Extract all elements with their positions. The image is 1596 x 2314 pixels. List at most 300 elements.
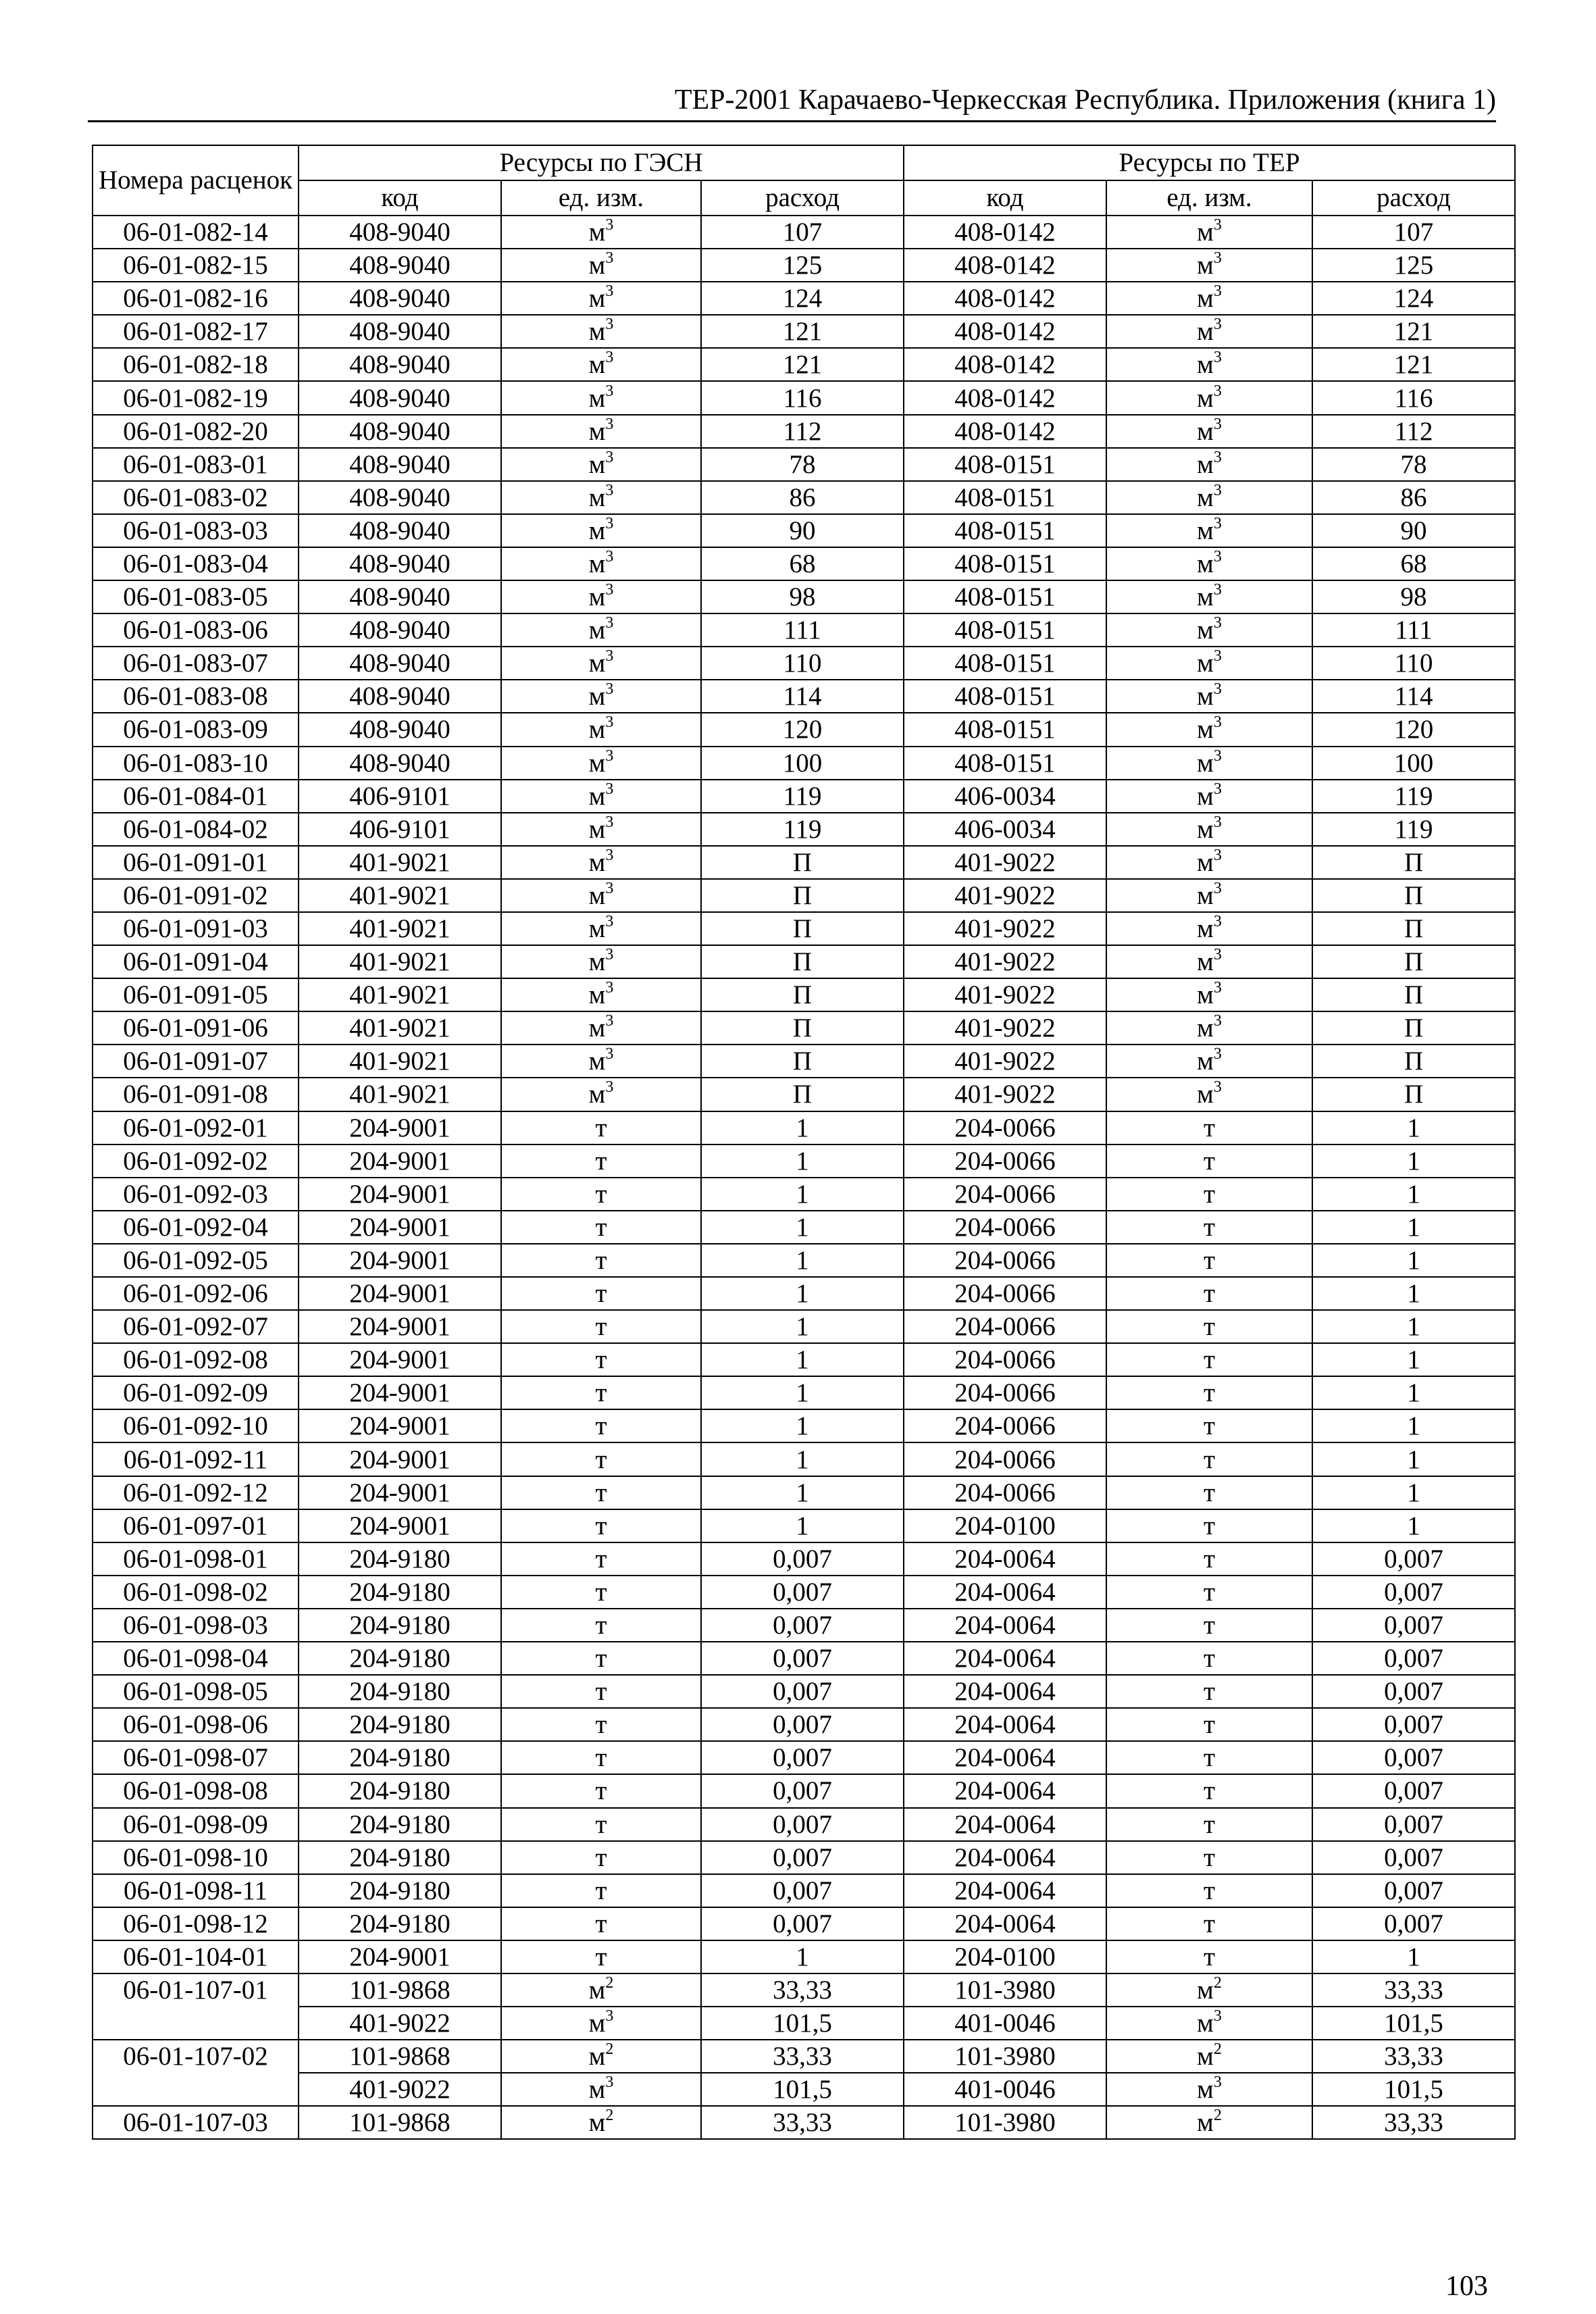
cell-ter-unit: т — [1106, 1940, 1312, 1973]
unit-exponent: 3 — [605, 448, 614, 466]
running-header — [88, 80, 1496, 122]
cell-gesn-qty: 111 — [701, 613, 904, 647]
table-row — [93, 580, 1515, 613]
cell-rate-number: 06-01-084-02 — [93, 813, 299, 846]
cell-gesn-unit: т — [501, 1808, 701, 1841]
cell-gesn-unit: т — [501, 1343, 701, 1376]
unit-exponent: 3 — [605, 382, 614, 400]
cell-gesn-code: 204-9001 — [299, 1211, 501, 1244]
cell-gesn-code: 204-9180 — [299, 1675, 501, 1708]
unit-exponent: 3 — [605, 547, 614, 565]
cell-ter-unit: т — [1106, 1244, 1312, 1277]
table-row — [93, 1542, 1515, 1576]
cell-gesn-qty: 1 — [701, 1376, 904, 1409]
table-row — [93, 1011, 1515, 1045]
cell-gesn-qty: 0,007 — [701, 1808, 904, 1841]
table-row — [93, 747, 1515, 780]
cell-ter-unit: т — [1106, 1409, 1312, 1442]
cell-ter-unit: т — [1106, 1907, 1312, 1940]
cell-ter-qty: 90 — [1312, 514, 1515, 547]
unit-exponent: 3 — [605, 747, 614, 765]
cell-rate-number: 06-01-098-01 — [93, 1542, 299, 1576]
cell-rate-number: 06-01-082-14 — [93, 216, 299, 249]
unit-exponent: 3 — [1213, 879, 1222, 897]
cell-gesn-code: 204-9001 — [299, 1442, 501, 1476]
cell-gesn-code: 204-9001 — [299, 1145, 501, 1178]
cell-gesn-code: 408-9040 — [299, 580, 501, 613]
col-header-ter-code: код — [904, 180, 1106, 216]
cell-ter-code: 408-0151 — [904, 580, 1106, 613]
table-row — [93, 2040, 1515, 2073]
cell-ter-unit: $м^3$ — [1106, 315, 1312, 348]
cell-rate-number: 06-01-083-09 — [93, 713, 299, 746]
cell-gesn-qty: 1 — [701, 1211, 904, 1244]
cell-ter-unit: т — [1106, 1741, 1312, 1774]
cell-ter-unit: $м^2$ — [1106, 2040, 1312, 2073]
cell-ter-unit: $м^2$ — [1106, 2106, 1312, 2139]
cell-ter-qty: 116 — [1312, 381, 1515, 414]
cell-ter-unit: $м^3$ — [1106, 216, 1312, 249]
table-row — [93, 1310, 1515, 1343]
cell-rate-number: 06-01-083-02 — [93, 481, 299, 514]
cell-ter-qty: 120 — [1312, 713, 1515, 746]
cell-gesn-unit: $м^3$ — [501, 813, 701, 846]
cell-ter-code: 408-0151 — [904, 514, 1106, 547]
cell-ter-code: 204-0100 — [904, 1940, 1106, 1973]
cell-ter-code: 101-3980 — [904, 1973, 1106, 2007]
cell-gesn-unit: $м^3$ — [501, 747, 701, 780]
cell-ter-qty: 100 — [1312, 747, 1515, 780]
cell-gesn-unit: $м^3$ — [501, 282, 701, 315]
unit-exponent: 3 — [605, 316, 614, 334]
cell-gesn-code: 204-9001 — [299, 1409, 501, 1442]
cell-gesn-code: 408-9040 — [299, 713, 501, 746]
cell-gesn-qty: П — [701, 912, 904, 945]
cell-ter-qty: 107 — [1312, 216, 1515, 249]
cell-ter-qty: 1 — [1312, 1145, 1515, 1178]
table-row — [93, 1244, 1515, 1277]
cell-ter-unit: т — [1106, 1808, 1312, 1841]
cell-ter-unit: $м^3$ — [1106, 415, 1312, 448]
cell-ter-qty: 1 — [1312, 1476, 1515, 1509]
cell-ter-code: 401-9022 — [904, 846, 1106, 879]
table-row — [93, 647, 1515, 680]
cell-ter-qty: 33,33 — [1312, 2106, 1515, 2139]
table-row — [93, 249, 1515, 282]
cell-gesn-code: 401-9022 — [299, 2007, 501, 2040]
unit-exponent: 2 — [605, 2107, 614, 2125]
cell-ter-unit: $м^3$ — [1106, 2007, 1312, 2040]
cell-gesn-unit: т — [501, 1409, 701, 1442]
cell-gesn-qty: 119 — [701, 813, 904, 846]
unit-exponent: 3 — [605, 349, 614, 367]
cell-ter-unit: $м^3$ — [1106, 713, 1312, 746]
cell-ter-code: 204-0066 — [904, 1277, 1106, 1310]
cell-gesn-unit: т — [501, 1211, 701, 1244]
cell-ter-code: 408-0142 — [904, 315, 1106, 348]
unit-exponent: 3 — [1213, 316, 1222, 334]
cell-gesn-code: 401-9022 — [299, 2073, 501, 2106]
cell-gesn-code: 408-9040 — [299, 547, 501, 580]
cell-gesn-qty: 1 — [701, 1509, 904, 1542]
cell-ter-unit: $м^3$ — [1106, 978, 1312, 1011]
unit-exponent: 3 — [1213, 581, 1222, 599]
cell-gesn-code: 204-9001 — [299, 1111, 501, 1145]
cell-ter-qty: 33,33 — [1312, 1973, 1515, 2007]
cell-gesn-code: 401-9021 — [299, 1011, 501, 1045]
cell-ter-unit: т — [1106, 1774, 1312, 1807]
unit-exponent: 3 — [605, 680, 614, 699]
table-row — [93, 1576, 1515, 1609]
unit-exponent: 3 — [605, 946, 614, 964]
cell-ter-code: 204-0064 — [904, 1874, 1106, 1907]
cell-gesn-qty: 120 — [701, 713, 904, 746]
cell-gesn-unit: $м^3$ — [501, 315, 701, 348]
cell-ter-qty: 0,007 — [1312, 1841, 1515, 1874]
cell-ter-qty: 121 — [1312, 348, 1515, 381]
cell-gesn-qty: 1 — [701, 1409, 904, 1442]
unit-exponent: 3 — [605, 2073, 614, 2092]
cell-gesn-unit: т — [501, 1542, 701, 1576]
cell-ter-qty: 114 — [1312, 680, 1515, 713]
cell-ter-code: 408-0151 — [904, 448, 1106, 481]
cell-ter-unit: $м^3$ — [1106, 813, 1312, 846]
cell-ter-unit: $м^3$ — [1106, 1078, 1312, 1111]
unit-exponent: 3 — [1213, 747, 1222, 765]
table-row — [93, 348, 1515, 381]
table-row — [93, 1078, 1515, 1111]
cell-ter-unit: т — [1106, 1343, 1312, 1376]
table-row — [93, 415, 1515, 448]
cell-gesn-unit: $м^3$ — [501, 249, 701, 282]
cell-gesn-qty: П — [701, 846, 904, 879]
cell-rate-number: 06-01-104-01 — [93, 1940, 299, 1973]
cell-rate-number: 06-01-083-10 — [93, 747, 299, 780]
cell-gesn-code: 204-9180 — [299, 1542, 501, 1576]
cell-ter-unit: т — [1106, 1277, 1312, 1310]
cell-ter-qty: 1 — [1312, 1376, 1515, 1409]
cell-ter-code: 204-0100 — [904, 1509, 1106, 1542]
cell-ter-unit: $м^3$ — [1106, 1045, 1312, 1078]
cell-ter-qty: 0,007 — [1312, 1642, 1515, 1675]
cell-gesn-code: 204-9001 — [299, 1376, 501, 1409]
cell-gesn-code: 408-9040 — [299, 249, 501, 282]
cell-gesn-qty: 110 — [701, 647, 904, 680]
cell-rate-number: 06-01-091-06 — [93, 1011, 299, 1045]
unit-exponent: 3 — [1213, 2007, 1222, 2026]
cell-ter-code: 204-0066 — [904, 1343, 1106, 1376]
cell-ter-qty: 1 — [1312, 1409, 1515, 1442]
cell-gesn-qty: 98 — [701, 580, 904, 613]
cell-gesn-unit: $м^3$ — [501, 978, 701, 1011]
table-row — [93, 912, 1515, 945]
cell-ter-code: 401-9022 — [904, 879, 1106, 912]
cell-gesn-code: 408-9040 — [299, 747, 501, 780]
table-row — [93, 1774, 1515, 1807]
col-header-gesn-unit: ед. изм. — [501, 180, 701, 216]
cell-ter-code: 408-0142 — [904, 348, 1106, 381]
cell-ter-code: 204-0066 — [904, 1376, 1106, 1409]
cell-gesn-qty: 119 — [701, 780, 904, 813]
cell-gesn-code: 204-9180 — [299, 1907, 501, 1940]
cell-gesn-unit: $м^3$ — [501, 481, 701, 514]
cell-ter-unit: т — [1106, 1145, 1312, 1178]
cell-gesn-code: 204-9180 — [299, 1741, 501, 1774]
unit-exponent: 3 — [605, 249, 614, 268]
cell-rate-number: 06-01-092-05 — [93, 1244, 299, 1277]
cell-gesn-code: 408-9040 — [299, 680, 501, 713]
cell-gesn-unit: $м^2$ — [501, 1973, 701, 2007]
cell-ter-code: 408-0142 — [904, 381, 1106, 414]
cell-gesn-code: 204-9180 — [299, 1708, 501, 1741]
cell-gesn-code: 408-9040 — [299, 381, 501, 414]
unit-exponent: 3 — [605, 1012, 614, 1030]
cell-gesn-qty: 1 — [701, 1476, 904, 1509]
cell-gesn-qty: 112 — [701, 415, 904, 448]
unit-exponent: 3 — [605, 1045, 614, 1063]
cell-gesn-qty: 0,007 — [701, 1675, 904, 1708]
cell-ter-code: 401-9022 — [904, 978, 1106, 1011]
cell-gesn-unit: $м^3$ — [501, 912, 701, 945]
cell-gesn-unit: т — [501, 1675, 701, 1708]
table-row — [93, 1343, 1515, 1376]
unit-exponent: 3 — [605, 913, 614, 931]
cell-ter-unit: $м^3$ — [1106, 780, 1312, 813]
cell-gesn-code: 204-9001 — [299, 1244, 501, 1277]
cell-gesn-qty: 0,007 — [701, 1741, 904, 1774]
cell-rate-number: 06-01-092-08 — [93, 1343, 299, 1376]
cell-ter-code: 401-9022 — [904, 1045, 1106, 1078]
cell-gesn-code: 204-9180 — [299, 1774, 501, 1807]
cell-gesn-qty: 124 — [701, 282, 904, 315]
cell-ter-code: 204-0066 — [904, 1409, 1106, 1442]
cell-rate-number: 06-01-091-01 — [93, 846, 299, 879]
table-row — [93, 1376, 1515, 1409]
table-row — [93, 1841, 1515, 1874]
table-row — [93, 1476, 1515, 1509]
unit-exponent: 3 — [1213, 846, 1222, 864]
cell-ter-code: 408-0151 — [904, 647, 1106, 680]
cell-ter-unit: т — [1106, 1310, 1312, 1343]
cell-ter-code: 401-9022 — [904, 1078, 1106, 1111]
cell-ter-code: 401-9022 — [904, 1011, 1106, 1045]
cell-ter-qty: 110 — [1312, 647, 1515, 680]
table-row — [93, 613, 1515, 647]
cell-ter-qty: 0,007 — [1312, 1874, 1515, 1907]
cell-rate-number: 06-01-098-04 — [93, 1642, 299, 1675]
cell-gesn-qty: 1 — [701, 1940, 904, 1973]
cell-ter-code: 204-0064 — [904, 1708, 1106, 1741]
unit-exponent: 3 — [1213, 415, 1222, 433]
cell-gesn-code: 204-9001 — [299, 1277, 501, 1310]
cell-gesn-code: 406-9101 — [299, 813, 501, 846]
unit-exponent: 3 — [1213, 1045, 1222, 1063]
cell-ter-qty: 0,007 — [1312, 1808, 1515, 1841]
cell-gesn-code: 408-9040 — [299, 415, 501, 448]
cell-gesn-code: 204-9001 — [299, 1343, 501, 1376]
table-row — [93, 1808, 1515, 1841]
cell-ter-code: 408-0151 — [904, 547, 1106, 580]
cell-ter-unit: т — [1106, 1211, 1312, 1244]
table-row — [93, 1874, 1515, 1907]
table-row — [93, 680, 1515, 713]
table-row — [93, 381, 1515, 414]
cell-ter-qty: 119 — [1312, 780, 1515, 813]
cell-ter-qty: П — [1312, 879, 1515, 912]
cell-ter-unit: $м^3$ — [1106, 945, 1312, 978]
col-header-gesn-qty: расход — [701, 180, 904, 216]
unit-exponent: 2 — [1213, 1974, 1222, 1992]
cell-ter-qty: 1 — [1312, 1509, 1515, 1542]
unit-exponent: 3 — [1213, 946, 1222, 964]
table-row — [93, 978, 1515, 1011]
unit-exponent: 2 — [1213, 2107, 1222, 2125]
cell-ter-qty: П — [1312, 945, 1515, 978]
cell-gesn-qty: 1 — [701, 1343, 904, 1376]
cell-ter-code: 204-0064 — [904, 1542, 1106, 1576]
cell-ter-code: 204-0064 — [904, 1576, 1106, 1609]
cell-gesn-qty: 0,007 — [701, 1609, 904, 1642]
cell-gesn-code: 408-9040 — [299, 647, 501, 680]
unit-exponent: 3 — [1213, 780, 1222, 798]
cell-gesn-qty: 116 — [701, 381, 904, 414]
table-row — [93, 481, 1515, 514]
cell-gesn-code: 101-9868 — [299, 2040, 501, 2073]
cell-ter-code: 204-0064 — [904, 1841, 1106, 1874]
cell-ter-code: 204-0066 — [904, 1310, 1106, 1343]
cell-rate-number: 06-01-092-01 — [93, 1111, 299, 1145]
cell-gesn-code: 408-9040 — [299, 613, 501, 647]
cell-rate-number: 06-01-098-08 — [93, 1774, 299, 1807]
cell-gesn-qty: 121 — [701, 315, 904, 348]
cell-ter-code: 408-0151 — [904, 481, 1106, 514]
cell-gesn-code: 408-9040 — [299, 481, 501, 514]
cell-ter-unit: т — [1106, 1675, 1312, 1708]
cell-gesn-unit: $м^3$ — [501, 647, 701, 680]
cell-gesn-unit: т — [501, 1874, 701, 1907]
cell-gesn-qty: П — [701, 1011, 904, 1045]
cell-ter-qty: 0,007 — [1312, 1542, 1515, 1576]
cell-gesn-qty: П — [701, 879, 904, 912]
cell-ter-unit: т — [1106, 1476, 1312, 1509]
cell-gesn-unit: т — [501, 1277, 701, 1310]
cell-rate-number: 06-01-107-03 — [93, 2106, 299, 2139]
cell-gesn-qty: 0,007 — [701, 1708, 904, 1741]
cell-ter-unit: $м^3$ — [1106, 547, 1312, 580]
cell-ter-qty: П — [1312, 1011, 1515, 1045]
unit-exponent: 3 — [1213, 216, 1222, 234]
cell-gesn-qty: 1 — [701, 1145, 904, 1178]
cell-gesn-code: 204-9180 — [299, 1841, 501, 1874]
cell-ter-qty: 1 — [1312, 1178, 1515, 1211]
cell-gesn-qty: 1 — [701, 1442, 904, 1476]
cell-rate-number: 06-01-091-03 — [93, 912, 299, 945]
cell-ter-unit: т — [1106, 1841, 1312, 1874]
col-header-gesn: Ресурсы по ГЭСН — [299, 145, 904, 180]
unit-exponent: 3 — [1213, 913, 1222, 931]
cell-ter-code: 204-0066 — [904, 1476, 1106, 1509]
cell-gesn-unit: $м^2$ — [501, 2040, 701, 2073]
cell-gesn-code: 408-9040 — [299, 348, 501, 381]
cell-rate-number: 06-01-098-12 — [93, 1907, 299, 1940]
cell-gesn-qty: 100 — [701, 747, 904, 780]
cell-gesn-unit: $м^3$ — [501, 1045, 701, 1078]
unit-exponent: 3 — [605, 780, 614, 798]
cell-ter-unit: т — [1106, 1874, 1312, 1907]
cell-gesn-qty: 68 — [701, 547, 904, 580]
cell-ter-qty: 68 — [1312, 547, 1515, 580]
cell-ter-unit: т — [1106, 1376, 1312, 1409]
page-number: 103 — [1445, 2271, 1488, 2302]
cell-rate-number: 06-01-092-12 — [93, 1476, 299, 1509]
cell-ter-code: 408-0142 — [904, 216, 1106, 249]
cell-gesn-code: 408-9040 — [299, 282, 501, 315]
cell-gesn-code: 204-9001 — [299, 1940, 501, 1973]
cell-gesn-unit: т — [501, 1576, 701, 1609]
cell-ter-qty: 124 — [1312, 282, 1515, 315]
cell-ter-code: 408-0142 — [904, 282, 1106, 315]
cell-ter-code: 408-0151 — [904, 680, 1106, 713]
cell-gesn-qty: 33,33 — [701, 1973, 904, 2007]
cell-ter-qty: 1 — [1312, 1244, 1515, 1277]
unit-exponent: 3 — [1213, 382, 1222, 400]
cell-gesn-code: 101-9868 — [299, 2106, 501, 2139]
table-row — [93, 1907, 1515, 1940]
cell-rate-number: 06-01-082-17 — [93, 315, 299, 348]
cell-rate-number: 06-01-092-02 — [93, 1145, 299, 1178]
cell-gesn-qty: 114 — [701, 680, 904, 713]
table-row — [93, 846, 1515, 879]
cell-rate-number: 06-01-091-05 — [93, 978, 299, 1011]
unit-exponent: 3 — [1213, 713, 1222, 732]
cell-gesn-unit: т — [501, 1708, 701, 1741]
cell-rate-number: 06-01-092-04 — [93, 1211, 299, 1244]
unit-exponent: 3 — [605, 216, 614, 234]
col-header-ter: Ресурсы по ТЕР — [904, 145, 1515, 180]
cell-ter-unit: $м^3$ — [1106, 249, 1312, 282]
cell-gesn-unit: $м^3$ — [501, 780, 701, 813]
cell-gesn-code: 204-9001 — [299, 1476, 501, 1509]
unit-exponent: 3 — [1213, 249, 1222, 268]
cell-ter-code: 408-0151 — [904, 613, 1106, 647]
resources-table — [92, 145, 1516, 2140]
cell-ter-unit: $м^3$ — [1106, 2073, 1312, 2106]
cell-gesn-unit: т — [501, 1376, 701, 1409]
cell-ter-unit: т — [1106, 1576, 1312, 1609]
col-header-ter-qty: расход — [1312, 180, 1515, 216]
cell-gesn-qty: П — [701, 978, 904, 1011]
table-row — [93, 1509, 1515, 1542]
cell-rate-number: 06-01-083-01 — [93, 448, 299, 481]
cell-gesn-code: 101-9868 — [299, 1973, 501, 2007]
cell-ter-unit: $м^3$ — [1106, 647, 1312, 680]
cell-ter-unit: $м^3$ — [1106, 381, 1312, 414]
cell-ter-unit: $м^2$ — [1106, 1973, 1312, 2007]
cell-gesn-qty: 0,007 — [701, 1907, 904, 1940]
cell-ter-qty: П — [1312, 1045, 1515, 1078]
unit-exponent: 3 — [605, 2007, 614, 2026]
cell-ter-unit: т — [1106, 1609, 1312, 1642]
cell-gesn-qty: 101,5 — [701, 2007, 904, 2040]
cell-ter-qty: П — [1312, 912, 1515, 945]
cell-gesn-qty: 86 — [701, 481, 904, 514]
table-row — [93, 1111, 1515, 1145]
unit-exponent: 3 — [1213, 1078, 1222, 1097]
cell-ter-unit: т — [1106, 1542, 1312, 1576]
table-row — [93, 514, 1515, 547]
cell-ter-unit: т — [1106, 1642, 1312, 1675]
cell-gesn-unit: $м^3$ — [501, 1011, 701, 1045]
